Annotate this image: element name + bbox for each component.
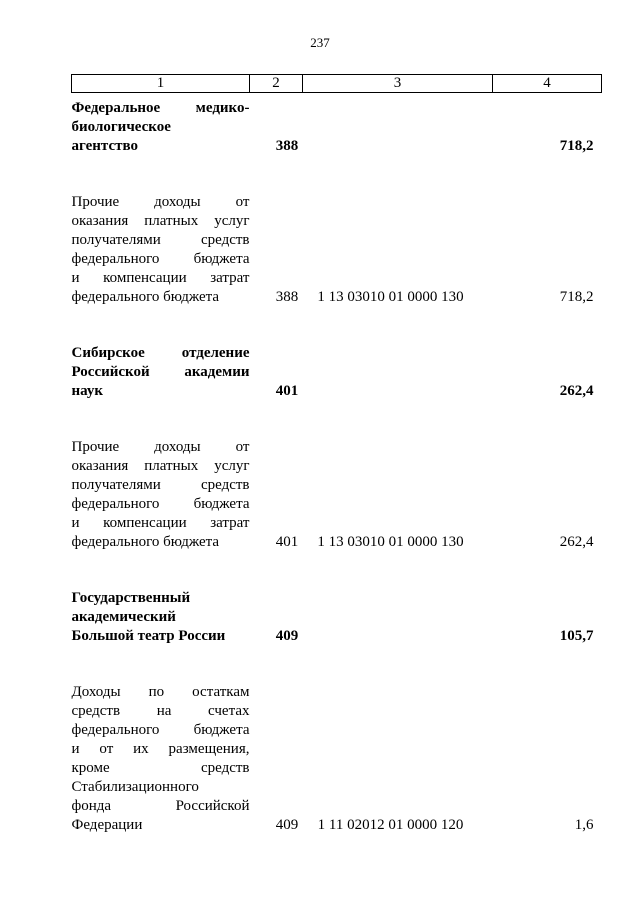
name-line: наук <box>71 383 104 399</box>
name-line: федерального бюджета <box>71 289 220 305</box>
name-line: Федеральное медико- <box>71 100 250 116</box>
table-header <box>72 75 602 93</box>
name-line: федерального бюджета <box>71 534 220 550</box>
name-line: Российской академии <box>71 364 250 380</box>
table-row-agency <box>72 344 602 401</box>
row-spacer <box>72 307 602 344</box>
header-col-4: 4 <box>493 75 602 93</box>
row-spacer <box>72 156 602 193</box>
budget-table <box>71 74 602 835</box>
name-line: Государственный <box>71 590 191 606</box>
cell-classification-code: 1 11 02012 01 0000 120 <box>317 817 464 833</box>
cell-classification-code: 1 13 03010 01 0000 130 <box>317 289 464 305</box>
name-line: Федерации <box>71 817 143 833</box>
name-line: Сибирское отделение <box>71 345 250 361</box>
name-line: средств на счетах <box>71 703 250 719</box>
name-line: агентство <box>71 138 138 154</box>
cell-admin-code: 409 <box>275 817 299 833</box>
name-line: Доходы по остаткам <box>71 684 250 700</box>
table-row-agency <box>72 99 602 156</box>
cell-amount: 262,4 <box>559 383 594 399</box>
cell-amount: 262,4 <box>559 534 594 550</box>
cell-classification-code: 1 13 03010 01 0000 130 <box>317 534 464 550</box>
name-line: Прочие доходы от <box>71 194 250 210</box>
cell-amount: 718,2 <box>559 138 594 154</box>
name-line: федерального бюджета <box>71 251 250 267</box>
name-line: биологическое <box>71 119 171 135</box>
cell-name <box>72 438 250 552</box>
name-line: академический <box>71 609 176 625</box>
cell-admin-code: 409 <box>275 628 299 644</box>
page-number: 237 <box>310 35 330 50</box>
cell-classification-code <box>303 344 493 401</box>
name-line: и от их размещения, <box>71 741 250 757</box>
cell-admin-code: 388 <box>275 289 299 305</box>
cell-admin-code: 401 <box>275 534 299 550</box>
name-line: Прочие доходы от <box>71 439 250 455</box>
header-col-1: 1 <box>72 75 250 93</box>
table-row-income <box>72 683 602 835</box>
cell-admin-code: 401 <box>275 383 299 399</box>
table-row-agency <box>72 589 602 646</box>
row-spacer <box>72 646 602 683</box>
cell-admin-code: 388 <box>275 138 299 154</box>
name-line: фонда Российской <box>71 798 250 814</box>
cell-name <box>72 589 250 646</box>
table-body <box>72 93 602 836</box>
header-col-3: 3 <box>303 75 493 93</box>
cell-amount: 718,2 <box>559 289 594 305</box>
name-line: федерального бюджета <box>71 496 250 512</box>
name-line: оказания платных услуг <box>71 458 250 474</box>
row-spacer <box>72 552 602 589</box>
name-line: и компенсации затрат <box>71 515 250 531</box>
name-line: Большой театр России <box>71 628 226 644</box>
name-line: федерального бюджета <box>71 722 250 738</box>
cell-name <box>72 344 250 401</box>
cell-amount: 1,6 <box>574 817 594 833</box>
header-col-2: 2 <box>250 75 303 93</box>
cell-classification-code <box>303 589 493 646</box>
cell-amount: 105,7 <box>559 628 594 644</box>
cell-name <box>72 193 250 307</box>
cell-name <box>72 683 250 835</box>
name-line: оказания платных услуг <box>71 213 250 229</box>
name-line: Стабилизационного <box>71 779 199 795</box>
table-row-income <box>72 438 602 552</box>
cell-classification-code <box>303 99 493 156</box>
table-row-income <box>72 193 602 307</box>
name-line: получателями средств <box>71 477 250 493</box>
name-line: получателями средств <box>71 232 250 248</box>
row-spacer <box>72 401 602 438</box>
name-line: кроме средств <box>71 760 250 776</box>
name-line: и компенсации затрат <box>71 270 250 286</box>
cell-name <box>72 99 250 156</box>
